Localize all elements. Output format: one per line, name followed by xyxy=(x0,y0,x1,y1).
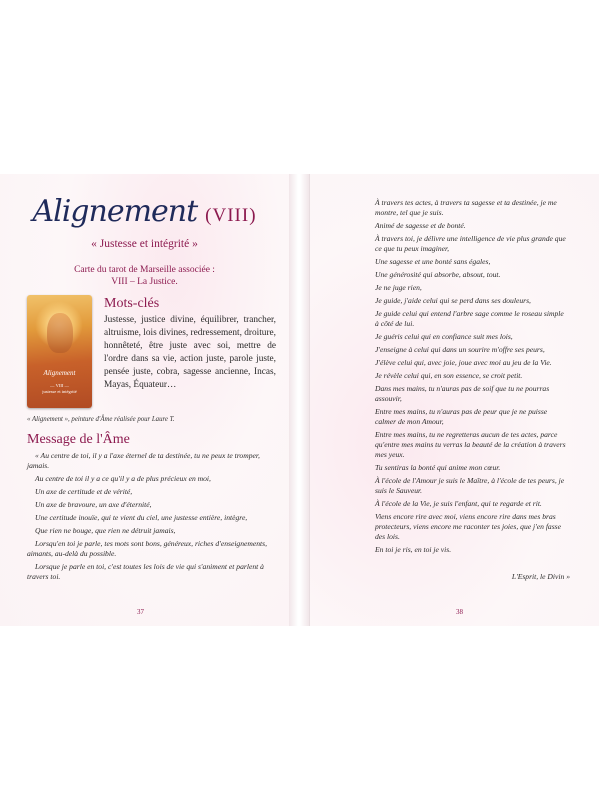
keywords-text: Justesse, justice divine, équilibrer, trancher, altruisme, lois divines, redressement, droiture, honnêteté, être juste avec soi, mettre de l'ordre dans sa vie, action juste, parole juste, pensée juste, cobra, sagesse ancienne, Incas, Mayas, Équateur… xyxy=(104,315,276,390)
text-paragraph: À travers tes actes, à travers ta sagesse et ta destinée, je me montre, tel que je suis. xyxy=(375,198,557,217)
card-figure xyxy=(47,313,73,353)
text-paragraph: J'enseigne à celui qui dans un sourire m'offre ses peurs, xyxy=(375,345,545,354)
book-gutter xyxy=(289,174,309,626)
message-paragraph: Lorsqu'en toi je parle, tes mots sont bons, généreux, riches d'enseignements, aimants, au-delà du possible. xyxy=(27,539,268,558)
text-paragraph: Je ne juge rien, xyxy=(375,283,422,292)
text-paragraph: Je guide, j'aide celui qui se perd dans ses douleurs, xyxy=(375,296,531,305)
card-subtitle xyxy=(27,383,92,395)
text-paragraph: Viens encore rire avec moi, viens encore rire dans mes bras protecteurs, viens encore me raconter tes joies, que j'en fasse des lois. xyxy=(375,512,562,541)
message-paragraph: Lorsque je parle en toi, c'est toutes les lois de vie qui s'animent et parlent à travers toi. xyxy=(27,562,264,581)
right-page xyxy=(309,174,599,626)
painting-caption: « Alignement », peinture d'Âme réalisée pour Laure T. xyxy=(27,416,175,423)
text-paragraph: J'élève celui qui, avec joie, joue avec moi au jeu de la Vie. xyxy=(375,358,552,367)
page-number-left: 37 xyxy=(137,608,144,616)
text-paragraph: Je guide celui qui entend l'arbre sage comme le roseau simple à côté de lui. xyxy=(375,309,564,328)
text-paragraph: Une sagesse et une bonté sans égales, xyxy=(375,257,491,266)
page-title xyxy=(0,194,289,229)
message-body xyxy=(27,451,277,585)
text-paragraph: En toi je ris, en toi je vis. xyxy=(375,545,452,554)
text-paragraph: Tu sentiras la bonté qui anime mon cœur. xyxy=(375,463,501,472)
text-paragraph: Entre mes mains, tu ne regretteras aucun de tes actes, parce qu'entre mes mains tu verras la beauté de la création à travers mes yeux. xyxy=(375,430,566,459)
message-paragraph: Au centre de toi il y a ce qu'il y a de plus précieux en moi, xyxy=(35,474,211,483)
keywords-heading: Mots-clés xyxy=(104,296,160,311)
card-title: Alignement xyxy=(43,369,76,377)
signature: L'Esprit, le Divin » xyxy=(511,572,570,581)
text-paragraph: Une générosité qui absorbe, absout, tout. xyxy=(375,270,501,279)
message-paragraph: Un axe de bravoure, un axe d'éternité, xyxy=(35,500,152,509)
text-paragraph: Je guéris celui qui en confiance suit mes lois, xyxy=(375,332,513,341)
text-paragraph: À l'école de l'Amour je suis le Maître, à l'école de tes peurs, je suis le Sauveur. xyxy=(375,476,565,495)
text-paragraph: Dans mes mains, tu n'auras pas de soif que tu ne pourras assouvir, xyxy=(375,384,550,403)
text-paragraph: Je révèle celui qui, en son essence, se croit petit. xyxy=(375,371,523,380)
message-paragraph: Que rien ne bouge, que rien ne détruit jamais, xyxy=(35,526,176,535)
message-paragraph: « Au centre de toi, il y a l'axe éternel de ta destinée, tu ne peux te tromper, jamais. xyxy=(27,451,260,470)
text-paragraph: Animé de sagesse et de bonté. xyxy=(375,221,466,230)
text-paragraph: À travers toi, je délivre une intelligence de vie plus grande que ce que tu peux imaginer, xyxy=(375,234,566,253)
card-illustration xyxy=(27,295,92,408)
card-number: — VIII — xyxy=(50,383,69,388)
right-page-text xyxy=(375,198,569,558)
message-heading: Message de l'Âme xyxy=(27,432,130,447)
card-tagline: justesse et intégrité xyxy=(42,389,77,394)
text-paragraph: Entre mes mains, tu n'auras pas de peur que je ne puisse calmer de mon Amour, xyxy=(375,407,548,426)
message-paragraph: Une certitude inouïe, qui te vient du ciel, une justesse entière, intègre, xyxy=(35,513,248,522)
tarot-association xyxy=(0,264,289,288)
association-line-2: VIII – La Justice. xyxy=(111,277,178,287)
association-line-1: Carte du tarot de Marseille associée : xyxy=(74,265,215,275)
subtitle: « Justesse et intégrité » xyxy=(91,238,198,250)
title-number: (VIII) xyxy=(205,205,257,226)
page-number-right: 38 xyxy=(456,608,463,616)
message-paragraph: Un axe de certitude et de vérité, xyxy=(35,487,133,496)
title-name: Alignement xyxy=(32,194,198,229)
text-paragraph: À l'école de la Vie, je suis l'enfant, qui te regarde et rit. xyxy=(375,499,542,508)
left-page xyxy=(0,174,290,626)
